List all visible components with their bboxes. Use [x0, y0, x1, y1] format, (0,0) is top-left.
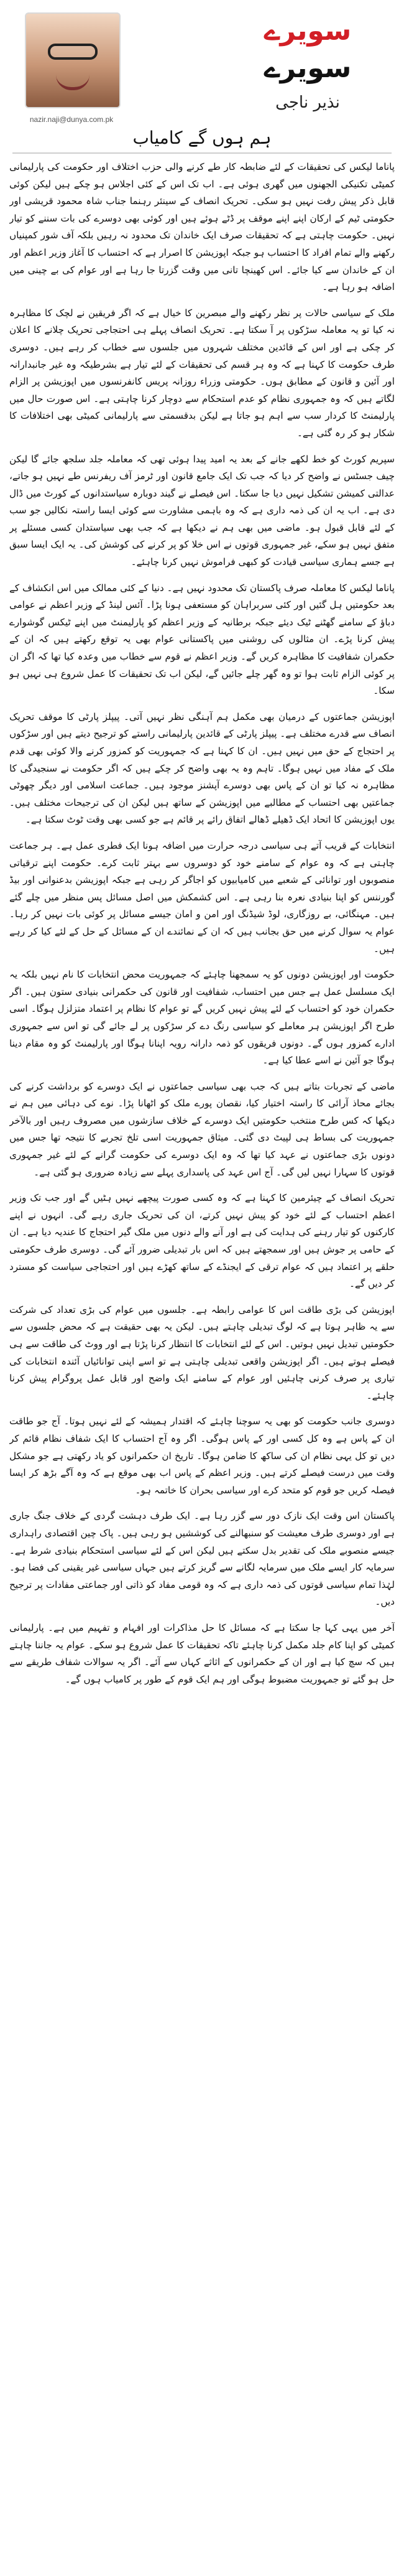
article-paragraph: پاکستان اس وقت ایک نازک دور سے گزر رہا ہے۔ ایک طرف دہشت گردی کے خلاف جنگ جاری ہے اور دوسری طرف معیشت کو سنبھالنے کی کوششیں ہو رہی ہیں۔ پاک چین اقتصادی راہداری جیسے منصوبے ملک کی تقدیر بدل سکتے ہیں لیکن اس کے لئے سیاسی استحکام بنیادی شرط ہے۔ سرمایہ کار ایسے ملک میں سرمایہ لگانے سے گریز کرتے ہیں جہاں سیاسی غیر یقینی کی فضا ہو۔ لہٰذا تمام سیاسی قوتوں کی ذمہ داری ہے کہ وہ قومی مفاد کو ذاتی اور جماعتی مفادات پر ترجیح دیں۔: [9, 1510, 395, 1608]
article-paragraph: ملک کے سیاسی حالات پر نظر رکھنے والے مبصرین کا خیال ہے کہ اگر فریقین نے لچک کا مظاہرہ نہ کیا تو یہ معاملہ سڑکوں پر آ سکتا ہے۔ تحریک انصاف پہلے ہی احتجاجی تحریک چلانے کا اعلان کر چکی ہے اور اس کے قائدین مختلف شہروں میں جلسوں سے خطاب کر رہے ہیں۔ دوسری طرف حکومت کا کہنا ہے کہ وہ ہر قسم کی تحقیقات کے لئے تیار ہے بشرطیکہ وہ غیر جانبدارانہ اور آئین و قانون کے مطابق ہوں۔ حکومتی وزراء روزانہ پریس کانفرنسوں میں اپوزیشن پر الزام لگاتے ہیں کہ وہ جمہوری نظام کو عدم استحکام سے دوچار کرنا چاہتی ہے۔ اس صورت حال میں پارلیمنٹ کا کردار سب سے اہم ہو جاتا ہے لیکن بدقسمتی سے پارلیمانی کمیٹی بھی اختلافات کا شکار ہو کر رہ گئی ہے۔: [9, 307, 395, 439]
article-paragraph: پاناما لیکس کی تحقیقات کے لئے ضابطہ کار طے کرنے والی حزب اختلاف اور حکومت کی پارلیمانی کمیٹی تکنیکی الجھنوں میں گھری ہوئی ہے۔ اب تک اس کے کئی اجلاس ہو چکے ہیں لیکن کوئی قابل ذکر پیش رفت نہیں ہو سکی۔ تحریک انصاف کے سینئر رہنما جناب شاہ محمود قریشی اور حکومتی ٹیم کے ارکان اپنے اپنے موقف پر ڈٹے ہوئے ہیں اور کوئی بھی دوسرے کی بات سننے کو تیار نہیں۔ حکومت چاہتی ہے کہ تحقیقات صرف ایک خاندان تک محدود نہ رہیں بلکہ آف شور کمپنیاں رکھنے والے تمام افراد کا احتساب ہو جبکہ اپوزیشن کا اصرار ہے کہ احتساب کا آغاز وزیر اعظم اور ان کے خاندان سے کیا جائے۔ اس کھینچا تانی میں وقت گزرتا جا رہا ہے اور عوام کی بے چینی میں اضافہ ہو رہا ہے۔: [9, 161, 395, 293]
smile-icon: [56, 75, 90, 90]
article-paragraph: دوسری جانب حکومت کو بھی یہ سوچنا چاہئے کہ اقتدار ہمیشہ کے لئے نہیں ہوتا۔ آج جو طاقت ان کے پاس ہے وہ کل کسی اور کے پاس ہوگی۔ اگر وہ آج احتساب کا ایک شفاف نظام قائم کر دیں تو کل یہی نظام ان کی ساکھ کا ضامن ہوگا۔ تاریخ ان حکمرانوں کو یاد رکھتی ہے جو مشکل وقت میں درست فیصلے کرتے ہیں۔ وزیر اعظم کے پاس اب بھی موقع ہے کہ وہ آگے بڑھ کر ایسا فیصلہ کریں جو قوم کو متحد کرے اور سیاسی بحران کا خاتمہ ہو۔: [9, 1416, 395, 1496]
article-paragraph: آخر میں یہی کہا جا سکتا ہے کہ مسائل کا حل مذاکرات اور افہام و تفہیم میں ہے۔ پارلیمانی کمیٹی کو اپنا کام جلد مکمل کرنا چاہئے تاکہ تحقیقات کا عمل شروع ہو سکے۔ عوام یہ جاننا چاہتے ہیں کہ سچ کیا ہے اور ان کے حکمرانوں کے اثاثے کہاں سے آئے۔ اگر یہ سوالات شفاف طریقے سے حل ہو گئے تو جمہوریت مضبوط ہوگی اور ہم ایک قوم کے طور پر کامیاب ہوں گے۔: [9, 1622, 395, 1685]
article-paragraph: اپوزیشن کی بڑی طاقت اس کا عوامی رابطہ ہے۔ جلسوں میں عوام کی بڑی تعداد کی شرکت سے یہ ظاہر ہوتا ہے کہ لوگ تبدیلی چاہتے ہیں۔ لیکن یہ بھی حقیقت ہے کہ محض جلسوں سے حکومتیں تبدیل نہیں ہوتیں۔ اس کے لئے انتخابات کا انتظار کرنا پڑتا ہے اور ووٹ کی طاقت سے ہی فیصلے ہوتے ہیں۔ اگر اپوزیشن واقعی تبدیلی چاہتی ہے تو اسے اپنی توانائیاں آئندہ انتخابات کی تیاری پر صرف کرنی چاہئیں اور عوام کے سامنے ایک واضح اور قابل عمل پروگرام پیش کرنا چاہئے۔: [9, 1304, 395, 1401]
column-title: ہم ہوں گے کامیاب: [132, 128, 272, 148]
author-email: nazir.naji@dunya.com.pk: [29, 115, 114, 124]
article-paragraph: انتخابات کے قریب آتے ہی سیاسی درجہ حرارت میں اضافہ ہونا ایک فطری عمل ہے۔ ہر جماعت چاہتی ہے کہ وہ عوام کے سامنے خود کو دوسروں سے بہتر ثابت کرے۔ حکومت اپنے ترقیاتی منصوبوں اور توانائی کے شعبے میں کامیابیوں کو اجاگر کر رہی ہے جبکہ اپوزیشن بدعنوانی اور بیڈ گورننس کو اپنا بنیادی نعرہ بنا رہی ہے۔ اس کشمکش میں اصل مسائل پس منظر میں چلے گئے ہیں۔ مہنگائی، بے روزگاری، لوڈ شیڈنگ اور امن و امان جیسے مسائل پر کوئی بات نہیں کر رہا۔ عوام یہ سوال کرنے میں حق بجانب ہیں کہ ان کے نمائندے ان کے مسائل کے حل کے لئے کیا کر رہے ہیں۔: [9, 839, 395, 954]
glasses-icon: [48, 44, 98, 60]
article-paragraph: تحریک انصاف کے چیئرمین کا کہنا ہے کہ وہ کسی صورت پیچھے نہیں ہٹیں گے اور جب تک وزیر اعظم احتساب کے لئے خود کو پیش نہیں کرتے، ان کی تحریک جاری رہے گی۔ انہوں نے اپنے کارکنوں کو تیار رہنے کی ہدایت کی ہے اور آنے والے دنوں میں ملک گیر احتجاج کا عندیہ دیا ہے۔ ان کے حامی پر جوش ہیں اور سمجھتے ہیں کہ اس بار تبدیلی ضرور آئے گی۔ دوسری طرف حکومتی حلقے پر اعتماد ہیں کہ عوام ترقی کے ایجنڈے کے ساتھ کھڑے ہیں اور احتجاجی سیاست کو مسترد کر دیں گے۔: [9, 1192, 395, 1290]
brand-logo-sub: سویرے: [264, 52, 352, 84]
author-photo: [25, 12, 121, 108]
column-header: [0, 0, 404, 156]
author-name: نذیر ناجی: [275, 93, 340, 112]
article-paragraph: حکومت اور اپوزیشن دونوں کو یہ سمجھنا چاہئے کہ جمہوریت محض انتخابات کا نام نہیں بلکہ یہ ایک مسلسل عمل ہے جس میں احتساب، شفافیت اور قانون کی حکمرانی بنیادی ستون ہیں۔ اگر حکمران خود کو احتساب کے لئے پیش نہیں کریں گے تو عوام کا نظام پر اعتماد متزلزل ہوگا۔ اسی طرح اگر اپوزیشن ہر معاملے کو سیاسی رنگ دے کر سڑکوں پر لے جائے گی تو اس سے جمہوری ادارے کمزور ہوں گے۔ دونوں فریقوں کو ذمہ دارانہ رویہ اپنانا ہوگا اور پارلیمنٹ کو وہ مقام دینا ہوگا جو آئین نے اسے عطا کیا ہے۔: [9, 969, 395, 1066]
article-paragraph: سپریم کورٹ کو خط لکھے جانے کے بعد یہ امید پیدا ہوئی تھی کہ معاملہ جلد سلجھ جائے گا لیکن چیف جسٹس نے واضح کر دیا کہ جب تک ایک جامع قانون اور ٹرمز آف ریفرنس طے نہیں ہو جاتے، عدالتی کمیشن تشکیل نہیں دیا جا سکتا۔ اس فیصلے نے گیند دوبارہ سیاستدانوں کے کورٹ میں ڈال دی ہے۔ اب یہ ان کی ذمہ داری ہے کہ وہ باہمی مشاورت سے کوئی ایسا راستہ نکالیں جو سب کے لئے قابل قبول ہو۔ ماضی میں بھی ہم نے دیکھا ہے کہ جب بھی سیاستدان کسی مسئلے پر متفق نہیں ہو سکے، غیر جمہوری قوتوں نے اس خلا کو پر کرنے کی کوشش کی۔ یہ ایک ایسا سبق ہے جسے ہماری سیاسی قیادت کو کبھی فراموش نہیں کرنا چاہئے۔: [9, 453, 395, 568]
article-paragraph: ماضی کے تجربات بتاتے ہیں کہ جب بھی سیاسی جماعتوں نے ایک دوسرے کو برداشت کرنے کی بجائے محاذ آرائی کا راستہ اختیار کیا، نقصان پورے ملک کو اٹھانا پڑا۔ نوے کی دہائی میں ہم نے دیکھا کہ کس طرح منتخب حکومتیں ایک دوسرے کے خلاف سازشوں میں مصروف رہیں اور بالآخر جمہوریت کی بساط ہی لپیٹ دی گئی۔ میثاق جمہوریت اسی تلخ تجربے کا نتیجہ تھا جس میں دونوں بڑی جماعتوں نے عہد کیا تھا کہ وہ ایک دوسرے کی حکومت گرانے کے لئے غیر جمہوری قوتوں کا سہارا نہیں لیں گی۔ آج اس عہد کی پاسداری پہلے سے زیادہ ضروری ہو گئی ہے۔: [9, 1080, 395, 1178]
article-paragraph: اپوزیشن جماعتوں کے درمیان بھی مکمل ہم آہنگی نظر نہیں آتی۔ پیپلز پارٹی کا موقف تحریک انصاف سے قدرے مختلف ہے۔ پیپلز پارٹی کے قائدین پارلیمانی راستے کو ترجیح دیتے ہیں اور سڑکوں پر احتجاج کے حق میں نہیں ہیں۔ ان کا کہنا ہے کہ جمہوریت کو کمزور کرنے والا کوئی بھی قدم ملک کے مفاد میں نہیں ہوگا۔ تاہم وہ یہ بھی واضح کر چکے ہیں کہ اگر حکومت نے سنجیدگی کا مظاہرہ نہ کیا تو ان کے پاس بھی دوسرے آپشنز موجود ہیں۔ جماعت اسلامی اور دیگر چھوٹی جماعتیں بھی احتساب کے مطالبے میں اپوزیشن کے ساتھ ہیں لیکن ان کی ترجیحات مختلف ہیں۔ یوں اپوزیشن کا اتحاد ایک ڈھیلے ڈھالے اتفاق رائے پر قائم ہے جو کسی بھی وقت ٹوٹ سکتا ہے۔: [9, 711, 395, 826]
brand-logo-main: سویرے: [264, 15, 352, 47]
column-brand-logo: [236, 12, 379, 93]
article-body: [9, 159, 395, 2560]
header-divider: [12, 152, 392, 154]
article-paragraph: پاناما لیکس کا معاملہ صرف پاکستان تک محدود نہیں ہے۔ دنیا کے کئی ممالک میں اس انکشاف کے بعد حکومتیں ہل گئیں اور کئی سربراہان کو مستعفی ہونا پڑا۔ آئس لینڈ کے وزیر اعظم نے عوامی دباؤ کے سامنے گھٹنے ٹیک دیئے جبکہ برطانیہ کے وزیر اعظم کو پارلیمنٹ میں اپنے ٹیکس گوشوارے پیش کرنا پڑے۔ ان مثالوں کی روشنی میں پاکستانی عوام بھی یہ توقع رکھتے ہیں کہ ان کے حکمران شفافیت کا مظاہرہ کریں گے۔ وزیر اعظم نے قوم سے خطاب میں وعدہ کیا تھا کہ اگر ان پر کوئی الزام ثابت ہوا تو وہ گھر چلے جائیں گے، لیکن اب تک تحقیقات کا عمل شروع ہی نہیں ہو سکا۔: [9, 582, 395, 697]
